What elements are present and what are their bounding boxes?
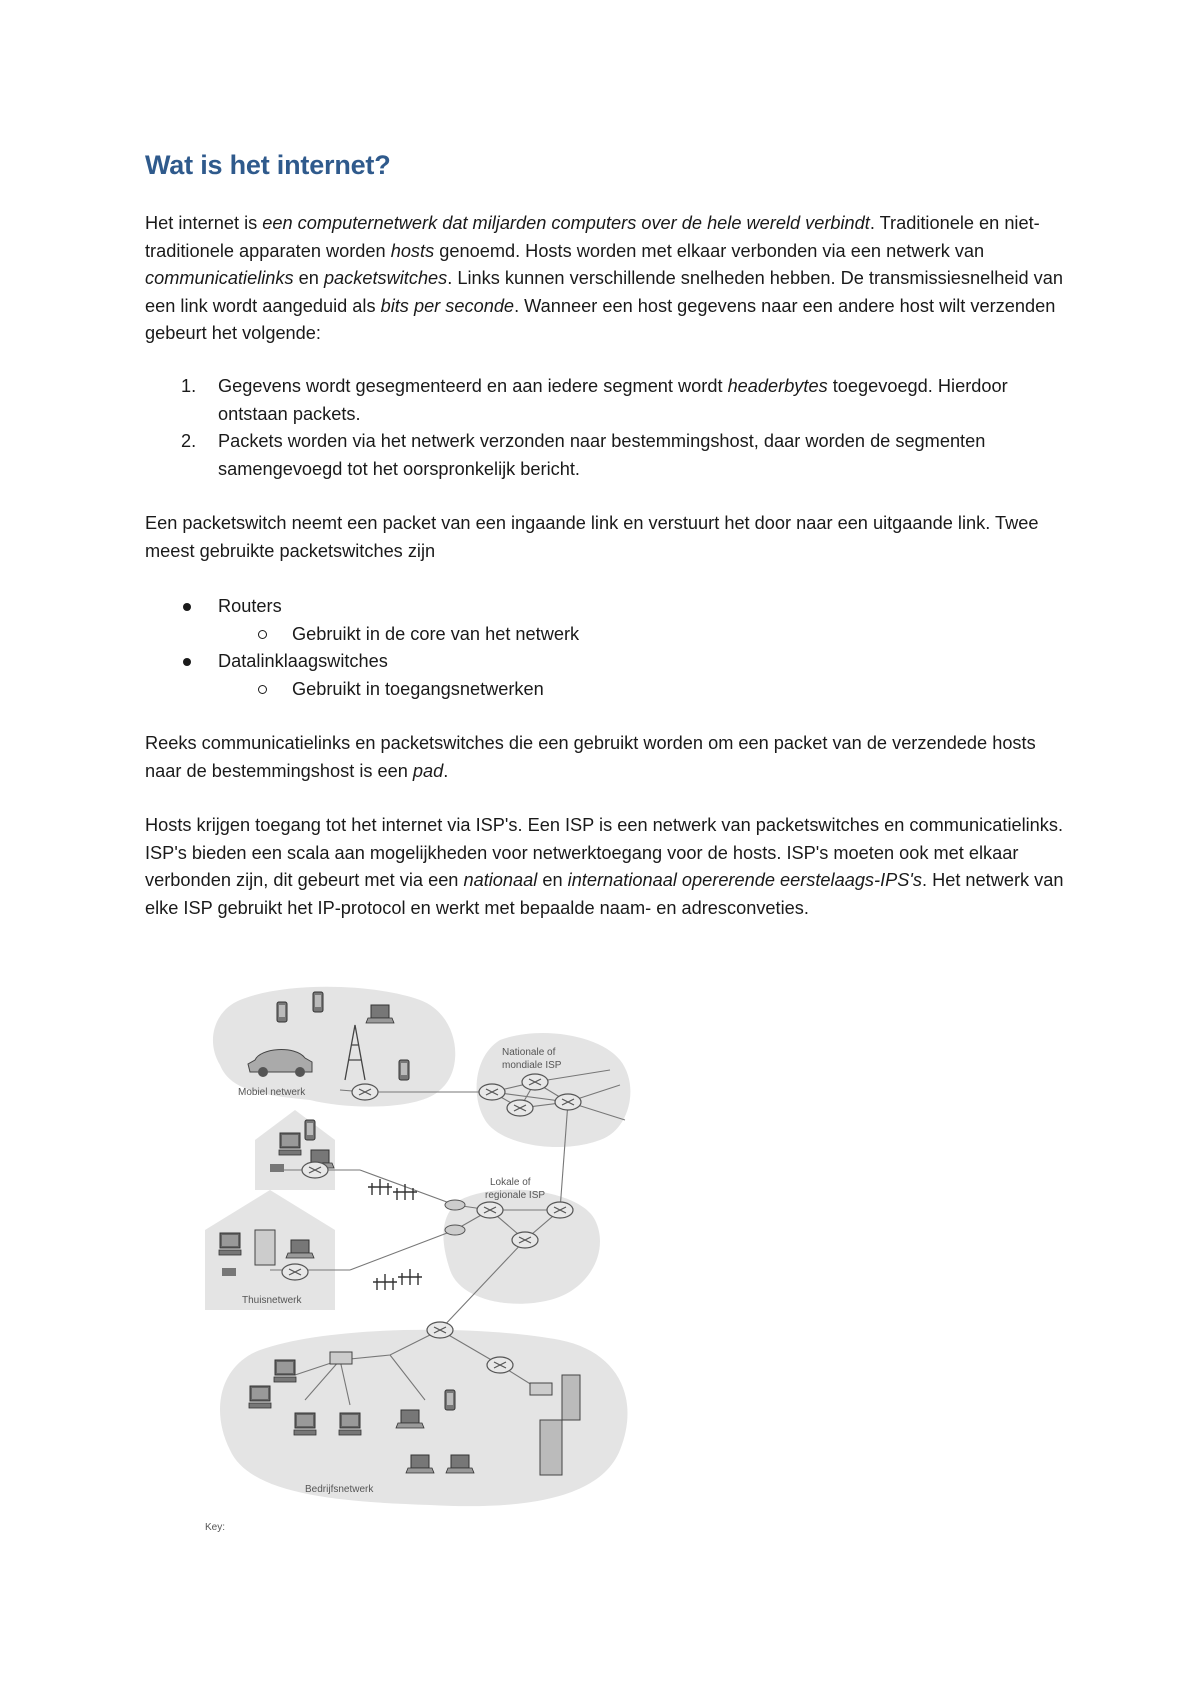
emphasis-run: pad [412,760,444,781]
network-diagram [200,980,640,1550]
telephone-poles [368,1179,422,1290]
bullet-icon [183,603,191,611]
network-diagram-svg [200,980,640,1550]
list-number: 1. [181,376,197,396]
list-item [145,428,1065,483]
emphasis-run: hosts [390,240,435,261]
text-run: Reeks communicatielinks en packetswitches die een gebruikt worden om een packet van de verzendede hosts naar de bestemmingshost is een [145,733,1036,781]
emphasis-run: headerbytes [727,376,828,396]
circle-bullet-icon [258,685,267,694]
packetswitch-paragraph: Een packetswitch neemt een packet van een ingaande link en verstuurt het door naar een uitgaande link. Twee meest gebruikte packetswitches zijn [145,513,1039,561]
text-run: . Links kunnen verschillende snelheden hebben. De transmissiesnelheid van een link wordt aangeduid als [145,268,1063,316]
bullet-label: Routers [218,596,282,616]
text-run: en [293,268,324,288]
bullet-label: Datalinklaagswitches [218,651,388,671]
local-isp-label-2: regionale ISP [485,1190,546,1201]
national-isp-label-2: mondiale ISP [502,1060,562,1071]
text-run: . [443,760,449,781]
emphasis-run: packetswitches [323,268,448,288]
list-item [145,593,1065,621]
numbered-list [145,373,1065,483]
text-run: Hosts krijgen toegang tot het internet via ISP's. Een ISP is een netwerk van packetswitches en communicatielinks. ISP's bieden een scala aan mogelijkheden voor netwerktoegang voor de hosts. ISP's moeten ook met elkaar verbonden zijn, dit gebeurt met via een [145,815,1064,890]
list-item [145,648,1065,676]
emphasis-run: bits per seconde [380,295,515,316]
home-network-label: Thuisnetwerk [242,1295,302,1306]
text-run: Packets worden via het netwerk verzonden naar bestemmingshost, daar worden de segmenten samengevoegd tot het oorspronkelijk bericht. [218,431,986,479]
text-run: . Het netwerk van elke ISP gebruikt het IP-protocol en werkt met bepaalde naam- en adresconveties. [145,870,1064,918]
list-number: 2. [181,431,197,451]
text-run: . Wanneer een host gegevens naar een andere host wilt verzenden gebeurt het volgende: [145,295,1056,343]
emphasis-run: internationaal opererende eerstelaags-IPS's [567,870,922,890]
national-isp-label-1: Nationale of [502,1047,556,1058]
text-run: Gegevens wordt gesegmenteerd en aan iedere segment wordt [218,376,728,396]
list-item [145,373,1065,428]
list-item [145,621,1065,649]
company-network-label: Bedrijfsnetwerk [305,1484,374,1495]
path-paragraph [145,730,1065,785]
bullet-sublabel: Gebruikt in de core van het netwerk [292,623,580,644]
mobile-network-label: Mobiel netwerk [238,1087,306,1098]
text-run: genoemd. Hosts worden met elkaar verbonden via een netwerk van [434,240,985,261]
text-run: Het internet is [145,213,263,233]
bullet-list [145,593,1065,703]
text-run: toegevoegd. Hierdoor ontstaan packets. [218,376,1008,424]
emphasis-run: een computernetwerk dat miljarden computers over de hele wereld verbindt [262,213,870,233]
list-item [145,676,1065,704]
emphasis-run: communicatielinks [145,268,294,288]
key-label: Key: [205,1522,226,1533]
text-run: . Traditionele en niet-traditionele apparaten worden [145,213,1040,261]
bullet-icon [183,658,191,666]
emphasis-run: nationaal [463,870,538,890]
page-title: Wat is het internet? [145,150,391,180]
text-run: en [537,870,568,890]
bullet-sublabel: Gebruikt in toegangsnetwerken [292,678,544,699]
circle-bullet-icon [258,630,267,639]
intro-paragraph [145,210,1065,348]
isp-paragraph [145,812,1065,922]
local-isp-label-1: Lokale of [490,1177,531,1188]
